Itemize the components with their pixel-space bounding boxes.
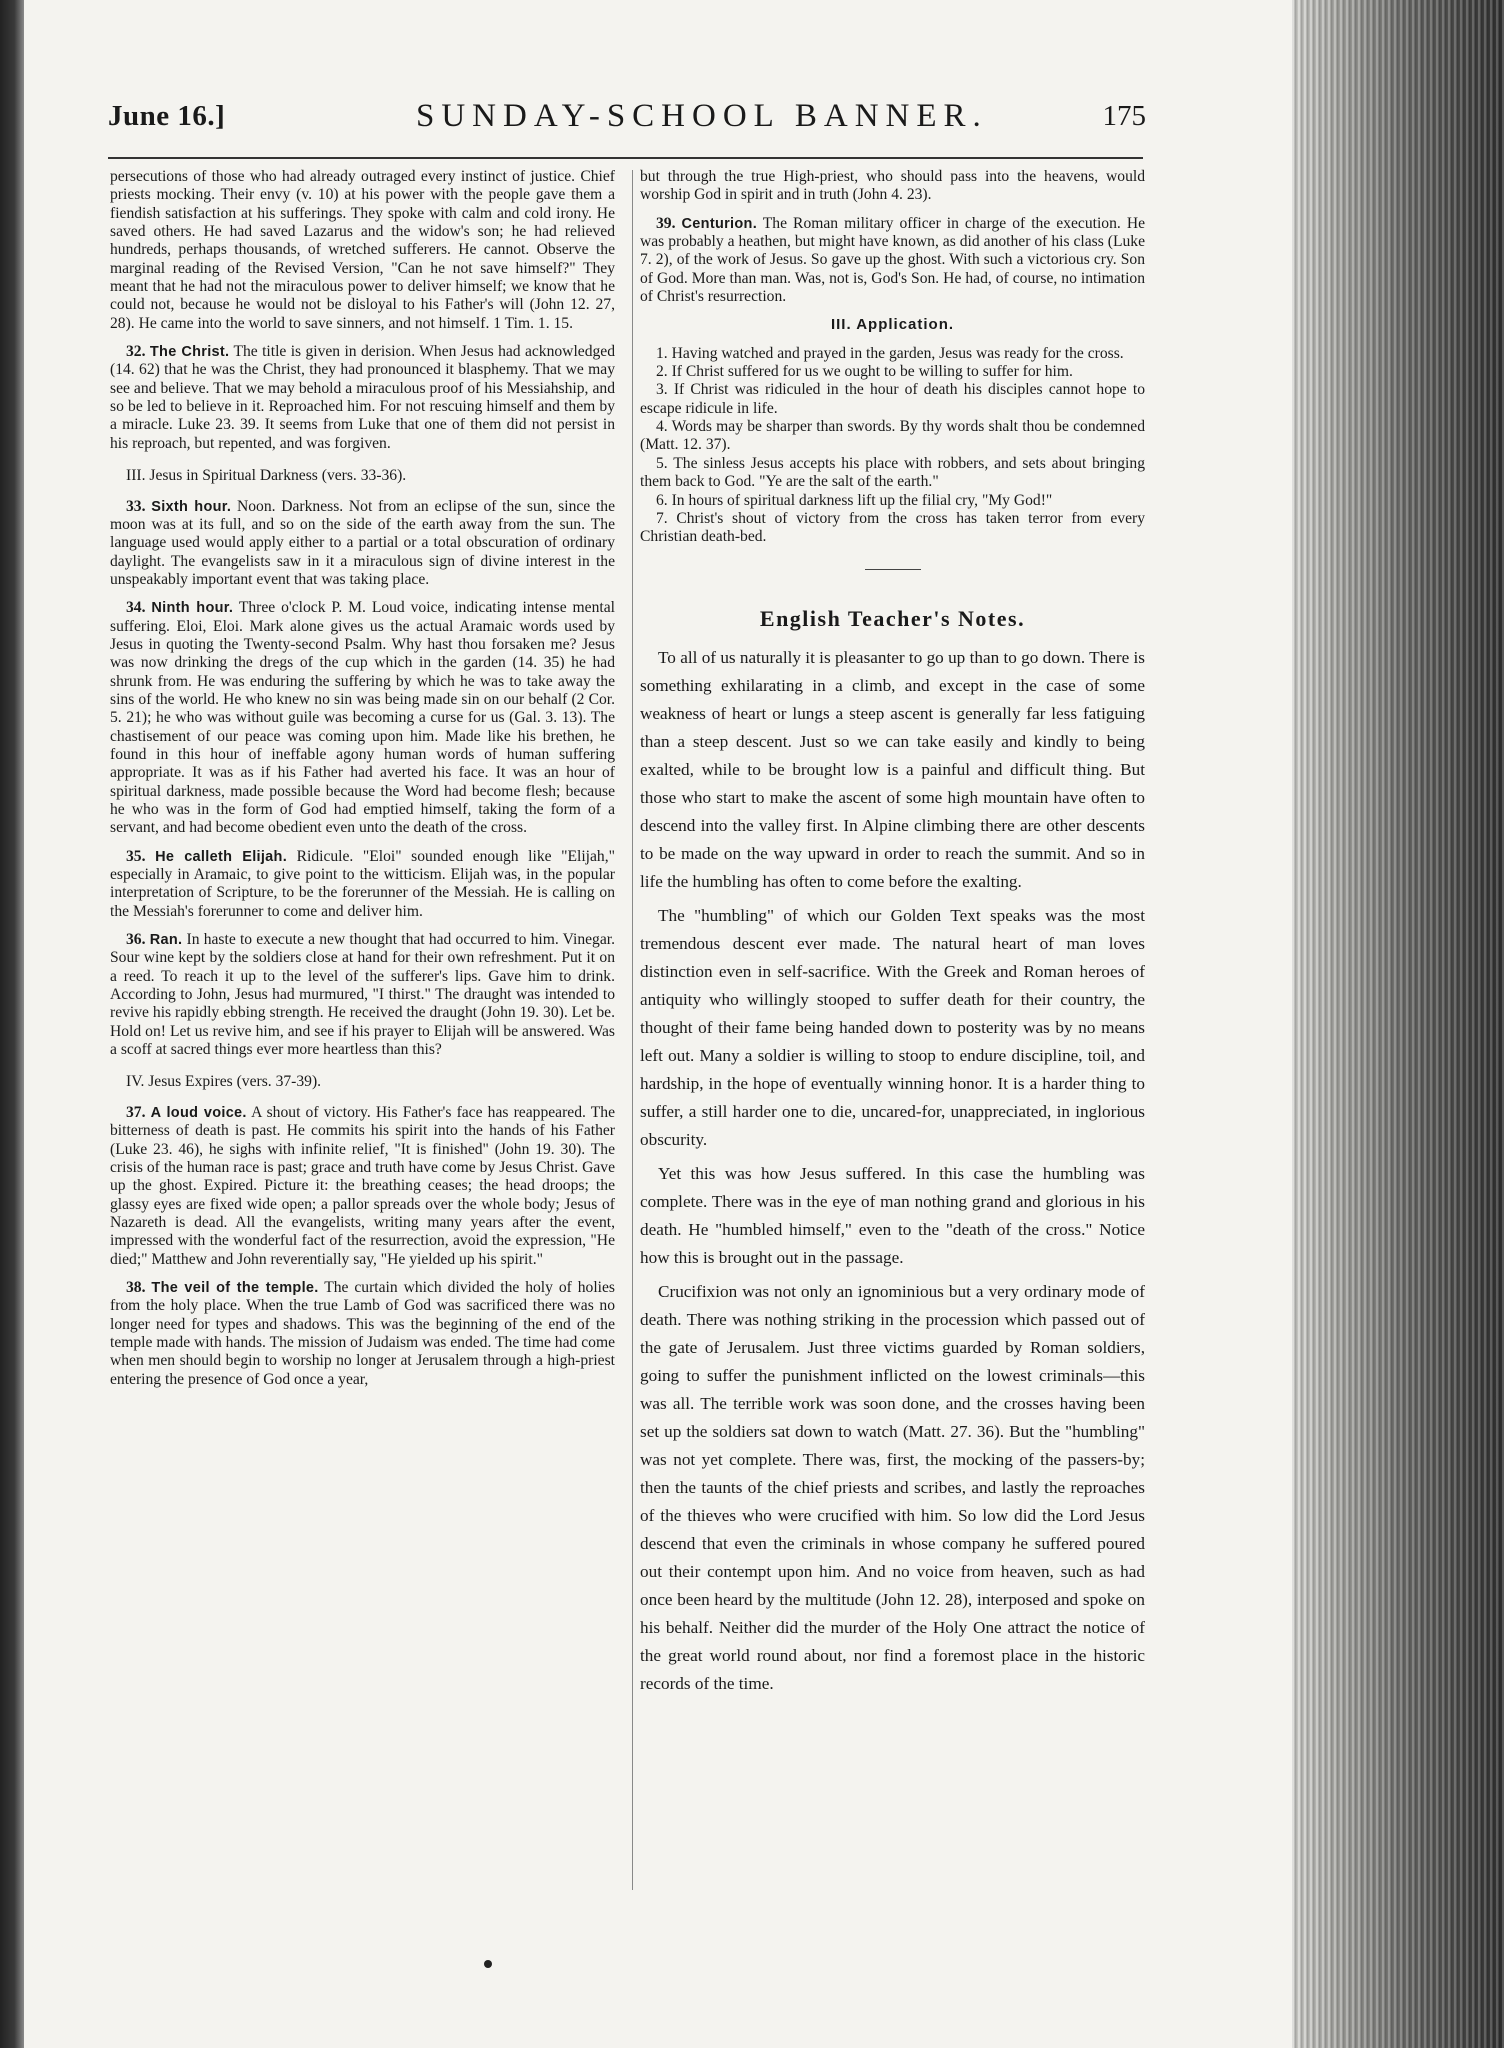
verse-number: 39. xyxy=(656,214,676,232)
application-item: 5. The sinless Jesus accepts his place with robbers, and sets about bringing them back to God. "Ye are the salt of the earth." xyxy=(640,454,1145,491)
verse-heading: Ninth hour. xyxy=(151,600,234,617)
verse-text: The Roman military officer in charge of the execution. He was probably a heathen, but might have known, as did another of his class (Luke 7. 2), of the work of Jesus. So gave up the ghost. With such a victorious cry. Son of God. More than man. Was, not is, God's Son. He had, of course, no intimation of Christ's resurrection. xyxy=(640,214,1146,306)
application-list xyxy=(640,345,1145,547)
section-heading-3: III. Jesus in Spiritual Darkness (vers. 33-36). xyxy=(126,467,407,485)
left-column xyxy=(110,168,615,1399)
verse-text: Three o'clock P. M. Loud voice, indicating intense mental suffering. Eloi, Eloi. Mark alone gives us the actual Aramaic words used by Jesus in quoting the Twenty-second Psalm. Why hast thou forsaken me? Jesus was now drinking the dregs of the cup which in the garden (14. 35) he had shrunk from. He was enduring the suffering by which he was to take away the sins of the world. He who knew no sin was being made sin on our behalf (2 Cor. 5. 21); he who was without guile was becoming a curse for us (Gal. 3. 13). The chastisement of our peace was coming upon him. Made like his brethen, he found in this hour of ineffable agony human words of human suffering appropriate. It was as if his Father had averted his face. It was an hour of spiritual darkness, made possible because the Word had become flesh; because he who was in the form of God had emptied himself, taking the form of a servant, and had become obedient even unto the death of the cross. xyxy=(110,599,615,837)
notes-paragraph: Crucifixion was not only an ignominious but a very ordinary mode of death. There was nothing striking in the procession which passed out of the gate of Jerusalem. Just three victims guarded by Roman soldiers, going to suffer the punishment inflicted on the lowest criminals—this was all. The terrible work was soon done, and the crosses having been set up the soldiers sat down to watch (Matt. 27. 36). But the "humbling" was not yet complete. There was, first, the mocking of the passers-by; then the taunts of the chief priests and scribes, and lastly the reproaches of the thieves who were crucified with him. So low did the Lord Jesus descend that even the criminals in whose company he suffered poured out their contempt upon him. And no voice from heaven, such as had once been heard by the multitude (John 12. 28), interposed and spoke on his behalf. Neither did the murder of the Holy One attract the notice of the great world round about, nor find a foremost place in the historic records of the time. xyxy=(640,1281,1145,1693)
verse-heading: Ran. xyxy=(149,932,183,949)
application-item: 7. Christ's shout of victory from the cross has taken terror from every Christian death-bed. xyxy=(640,509,1145,546)
paragraph-33 xyxy=(110,498,615,590)
header-date: June 16.] xyxy=(108,100,226,132)
paragraph-32 xyxy=(110,343,615,453)
paragraph-37 xyxy=(110,1104,615,1269)
application-item: 2. If Christ suffered for us we ought to be willing to suffer for him. xyxy=(656,363,1073,381)
page-number: 175 xyxy=(1102,100,1146,132)
verse-number: 34. xyxy=(126,599,146,617)
notes-paragraph: To all of us naturally it is pleasanter to go up than to go down. There is something exhilarating in a climb, and except in the case of some weakness of heart or lungs a steep ascent is generally far less fatiguing than a steep descent. Just so we can take easily and kindly to being exalted, while to be brought low is a painful and difficult thing. But those who start to make the ascent of some high mountain have often to descend into the valley first. In Alpine climbing there are other descents to be made on the way upward in order to reach the summit. And so in life the humbling has often to come before the exalting. xyxy=(640,647,1145,891)
running-header xyxy=(86,96,1146,146)
book-page-edges xyxy=(1292,0,1504,2048)
paragraph-36 xyxy=(110,931,615,1059)
notes-paragraph: Yet this was how Jesus suffered. In this case the humbling was complete. There was in the eye of man nothing grand and glorious in his death. He "humbled himself," even to the "death of the cross." Notice how this is brought out in the passage. xyxy=(640,1163,1145,1267)
continuation-paragraph: but through the true High-priest, who should pass into the heavens, would worship God in spirit and in truth (John 4. 23). xyxy=(640,168,1145,204)
verse-number: 32. xyxy=(126,343,146,361)
verse-heading: The Christ. xyxy=(149,344,230,361)
application-item: 6. In hours of spiritual darkness lift up the filial cry, "My God!" xyxy=(656,491,1053,509)
notes-paragraph: The "humbling" of which our Golden Text speaks was the most tremendous descent ever made. The natural heart of man loves distinction even in self-sacrifice. With the Greek and Roman heroes of antiquity who willingly stooped to suffer death for their country, the thought of their fame being handed down to posterity was by no means left out. Many a soldier is willing to stoop to endure discipline, toil, and hardship, in the hope of eventually winning honor. It is a harder thing to suffer, a still harder one to die, uncared-for, unappreciated, in inglorious obscurity. xyxy=(640,905,1145,1149)
column-rule xyxy=(632,170,633,1890)
verse-number: 33. xyxy=(126,497,146,515)
verse-heading: He calleth Elijah. xyxy=(155,848,288,865)
paragraph-34 xyxy=(110,599,615,837)
notes-heading: English Teacher's Notes. xyxy=(759,605,1026,631)
paragraph-39 xyxy=(640,215,1145,307)
application-heading: III. Application. xyxy=(830,316,955,334)
paragraph-35 xyxy=(110,848,615,921)
intro-paragraph: persecutions of those who had already outraged every instinct of justice. Chief priests mocking. Their envy (v. 10) at his power with the people gave them a fiendish satisfaction at his sufferings. They spoke with calm and cold irony. He saved others. He had saved Lazarus and the widow's son; he had relieved hundreds, perhaps thousands, of wretched sufferers. He cannot. Observe the marginal reading of the Revised Version, "Can he not save himself?" They meant that he had not the miraculous power to deliver himself; we know that he could not, because he would not be disloyal to his Father's will (John 12. 27, 28). He came into the world to save sinners, and not himself. 1 Tim. 1. 15. xyxy=(110,168,615,332)
verse-number: 37. xyxy=(126,1103,146,1121)
verse-number: 35. xyxy=(126,847,146,865)
paragraph-38 xyxy=(110,1279,615,1389)
header-title: SUNDAY-SCHOOL BANNER. xyxy=(416,98,988,134)
book-gutter-edge xyxy=(0,0,24,2048)
application-item: 1. Having watched and prayed in the garden, Jesus was ready for the cross. xyxy=(656,344,1124,362)
verse-number: 36. xyxy=(126,931,146,949)
header-rule xyxy=(108,157,1143,159)
application-item: 4. Words may be sharper than swords. By thy words shalt thou be condemned (Matt. 12. 37). xyxy=(640,418,1145,454)
verse-text: A shout of victory. His Father's face has reappeared. The bitterness of death is past. He commits his spirit into the hands of his Father (Luke 23. 46), he sighs with infinite relief, "It is finished" (John 19. 30). The crisis of the human race is past; grace and truth have come by Jesus Christ. Gave up the ghost. Expired. Picture it: the breathing ceases; the head droops; the glassy eyes are fixed wide open; a pallor spreads over the whole body; Jesus of Nazareth is dead. All the evangelists, writing many years after the event, impressed with the wonderful fact of the resurrection, avoid the expression, "He died;" Matthew and John reverentially say, "He yielded up his spirit." xyxy=(110,1103,615,1268)
application-item: 3. If Christ was ridiculed in the hour of death his disciples cannot hope to escape ridicule in life. xyxy=(640,381,1145,417)
right-column xyxy=(640,168,1145,1704)
verse-heading: The veil of the temple. xyxy=(151,1279,319,1296)
section-divider xyxy=(865,569,921,570)
print-speck xyxy=(484,1960,492,1968)
verse-text: The title is given in derision. When Jesus had acknowledged (14. 62) that he was the Christ, they had pronounced it blasphemy. That we may see and believe. That we may behold a miraculous proof of his Messiahship, and so be led to believe in it. Reproached him. For not rescuing himself and them by a miracle. Luke 23. 39. It seems from Luke that one of them did not persist in his reproach, but repented, and was forgiven. xyxy=(110,343,616,452)
teachers-notes xyxy=(640,644,1145,1698)
verse-heading: A loud voice. xyxy=(150,1104,247,1121)
verse-heading: Sixth hour. xyxy=(151,498,232,515)
verse-text: The curtain which divided the holy of holies from the holy place. When the true Lamb of God was sacrificed there was no longer need for types and shadows. This was the beginning of the end of the temple made with hands. The mission of Judaism was ended. The time had come when men should begin to worship no longer at Jerusalem through a high-priest entering the presence of God once a year, xyxy=(110,1278,615,1388)
verse-text: Ridicule. "Eloi" sounded enough like "Elijah," especially in Aramaic, to give point to the witticism. Elijah was, in the popular interpretation of Scripture, to be the forerunner of the Messiah. He is calling on the Messiah's forerunner to come and deliver him. xyxy=(110,847,615,920)
section-heading-4: IV. Jesus Expires (vers. 37-39). xyxy=(126,1073,322,1091)
verse-text: Noon. Darkness. Not from an eclipse of the sun, since the moon was at its full, and so on the side of the earth away from the sun. The language used would apply either to a partial or a total obscuration of ordinary daylight. The evangelists saw in it a miraculous sign of divine interest in the unspeakably important event that was taking place. xyxy=(110,497,615,588)
verse-number: 38. xyxy=(126,1278,146,1296)
verse-heading: Centurion. xyxy=(681,215,758,232)
verse-text: In haste to execute a new thought that had occurred to him. Vinegar. Sour wine kept by the soldiers close at hand for their own refreshment. Put it on a reed. To reach it up to the level of the sufferer's lips. Gave him to drink. According to John, Jesus had murmured, "I thirst." The draught was intended to revive his rapidly ebbing strength. He received the draught (John 19. 30). Let be. Hold on! Let us revive him, and see if his prayer to Elijah will be answered. Was a scoff at sacred things ever more heartless than this? xyxy=(110,931,615,1059)
